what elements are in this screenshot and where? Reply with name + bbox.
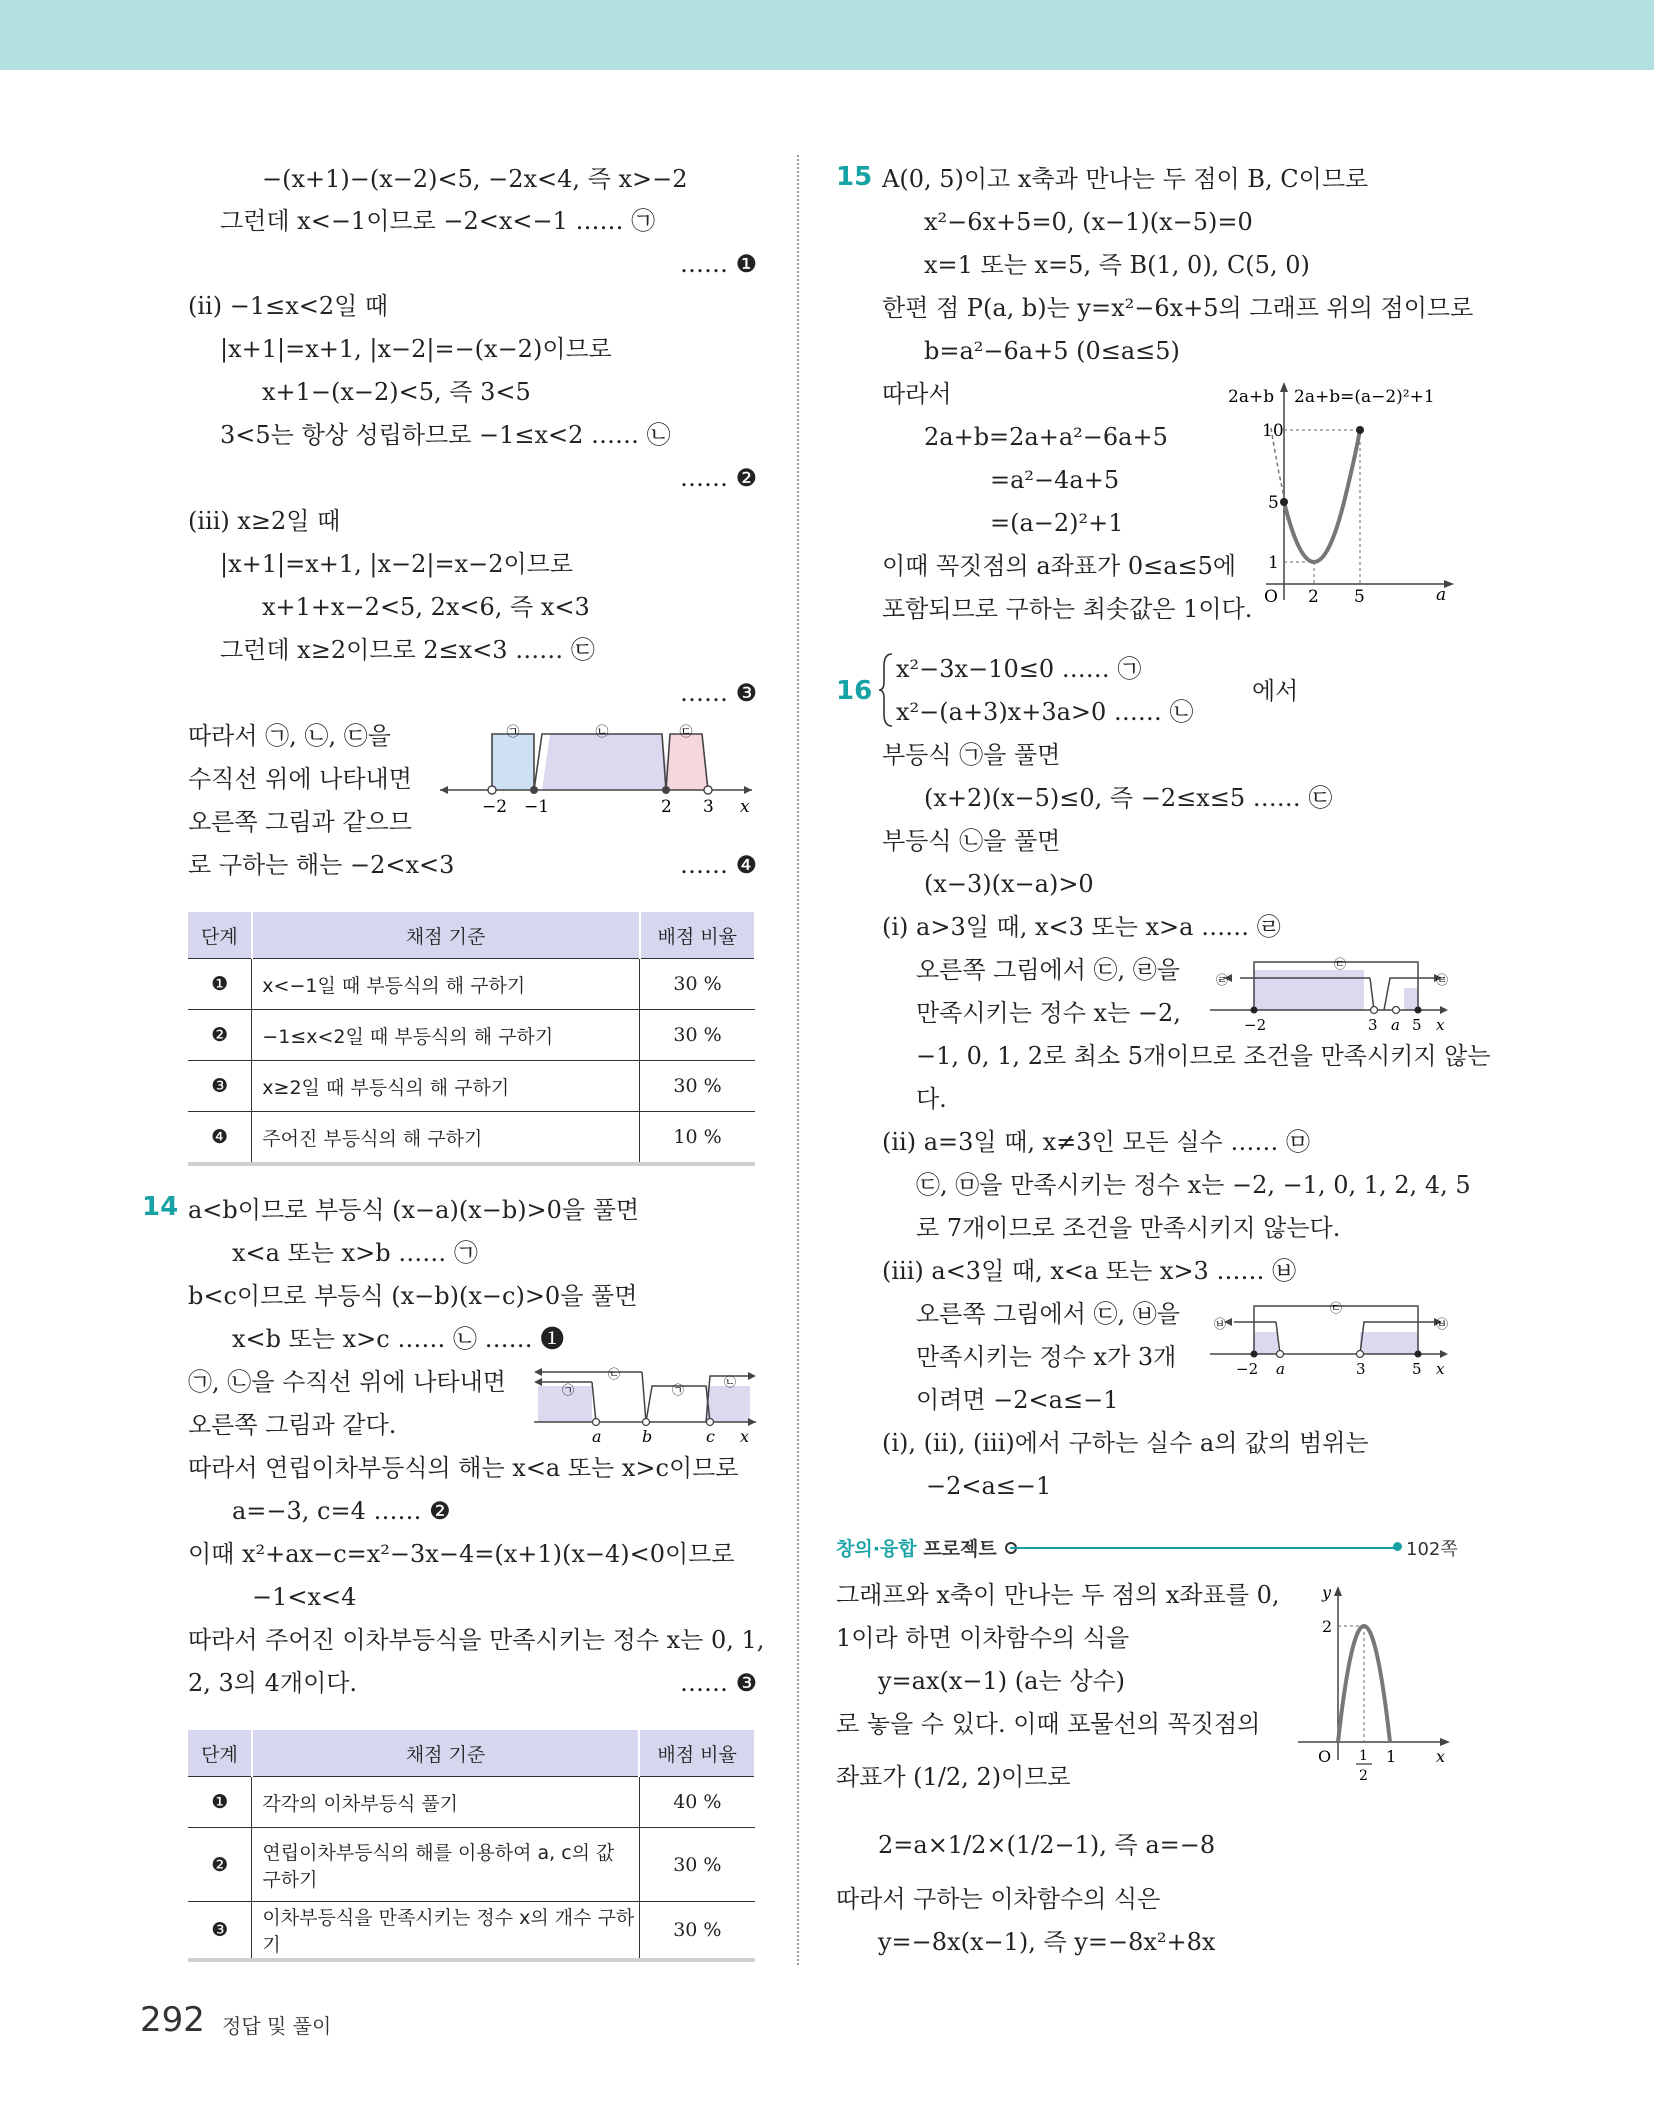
region-3 [664, 734, 708, 790]
page-reference: 102쪽 [1406, 1539, 1458, 1560]
svg-text:b: b [642, 1427, 653, 1446]
column-divider [797, 155, 799, 1965]
text-line: 부등식 ㉠을 풀면 [882, 741, 1061, 769]
text-line: 오른쪽 그림과 같다. [188, 1411, 397, 1439]
table-row: ❸ 이차부등식을 만족시키는 정수 x의 개수 구하기 30 % [188, 1902, 755, 1961]
case-heading: (ⅱ) a=3일 때, x≠3인 모든 실수 …… ㉤ [882, 1128, 1310, 1156]
number-line-figure-q14 [534, 1362, 758, 1446]
scoring-table-1 [188, 912, 756, 1166]
text-line: x<b 또는 x>c …… ㉡ …… ❶ [232, 1325, 565, 1353]
step-marker: …… ❸ [680, 1669, 758, 1697]
text-line: 따라서 주어진 이차부등식을 만족시키는 정수 x는 0, 1, [188, 1626, 765, 1654]
text-line: x=1 또는 x=5, 즉 B(1, 0), C(5, 0) [924, 251, 1310, 279]
svg-text:a: a [1391, 1016, 1400, 1034]
svg-text:3: 3 [1368, 1016, 1378, 1034]
number-line-figure-q16-1 [1210, 952, 1454, 1038]
svg-text:10: 10 [1262, 421, 1284, 441]
svg-text:㉡: ㉡ [607, 1367, 621, 1381]
text-line: −(x+1)−(x−2)<5, −2x<4, 즉 x>−2 [262, 165, 688, 193]
text-line: 로 구하는 해는 −2<x<3 [188, 851, 455, 879]
parabola-graph-q15 [1226, 378, 1456, 620]
text-line: 그래프와 x축이 만나는 두 점의 x좌표를 0, [836, 1581, 1280, 1609]
text-line: 오른쪽 그림과 같으므 [188, 808, 412, 836]
svg-text:㉢: ㉢ [1330, 1301, 1343, 1315]
page-number: 292 [140, 2000, 205, 2040]
svg-text:x: x [1436, 1360, 1445, 1378]
text-line: x+1−(x−2)<5, 즉 3<5 [262, 378, 531, 406]
svg-text:㉡: ㉡ [723, 1375, 737, 1389]
table-header: 배점 비율 [640, 912, 756, 959]
svg-text:3: 3 [1356, 1360, 1366, 1378]
svg-text:y: y [1322, 1583, 1332, 1602]
text-line: b<c이므로 부등식 (x−b)(x−c)>0을 풀면 [188, 1282, 638, 1310]
svg-text:㉠: ㉠ [671, 1383, 685, 1397]
svg-text:2: 2 [1359, 1768, 1368, 1784]
question-number: 16 [836, 676, 873, 706]
svg-text:−2: −2 [1244, 1016, 1267, 1034]
svg-text:㉣: ㉣ [1436, 973, 1449, 987]
text-line: 오른쪽 그림에서 ㉢, ㉣을 [916, 956, 1180, 984]
svg-text:5: 5 [1354, 587, 1365, 607]
step-marker: …… ❷ [680, 464, 758, 492]
text-line: 오른쪽 그림에서 ㉢, ㉥을 [916, 1300, 1180, 1328]
step-marker: …… ❶ [680, 250, 758, 278]
nl-label: ㉡ [595, 725, 609, 740]
question-number: 15 [836, 162, 873, 192]
svg-text:a: a [592, 1427, 602, 1446]
text-line: 로 7개이므로 조건을 만족시키지 않는다. [916, 1214, 1341, 1242]
text-line: 2, 3의 4개이다. [188, 1669, 358, 1697]
text-line: 만족시키는 정수 x가 3개 [916, 1343, 1177, 1371]
table-row: ❶ x<−1일 때 부등식의 해 구하기 30 % [188, 959, 755, 1010]
region-2 [542, 734, 670, 790]
nl-tick: 2 [661, 797, 672, 817]
page-label: 정답 및 풀이 [222, 2014, 332, 2038]
svg-text:5: 5 [1268, 493, 1279, 513]
svg-text:㉢: ㉢ [1334, 957, 1347, 971]
text-line: 따라서 [882, 380, 952, 408]
text-line: x²−6x+5=0, (x−1)(x−5)=0 [924, 208, 1253, 236]
nl-axis: x [740, 797, 750, 817]
text-line: 이려면 −2<a≤−1 [916, 1386, 1119, 1414]
axis-label: 2a+b [1228, 387, 1275, 407]
text-line: y=−8x(x−1), 즉 y=−8x²+8x [878, 1928, 1216, 1956]
svg-text:x: x [1436, 1016, 1445, 1034]
text-line: x<a 또는 x>b …… ㉠ [232, 1239, 478, 1267]
table-header: 단계 [188, 1730, 252, 1777]
case-heading: (ⅲ) x≥2일 때 [188, 507, 341, 535]
case-heading: (ⅱ) −1≤x<2일 때 [188, 292, 389, 320]
text-line: 부등식 ㉡을 풀면 [882, 827, 1061, 855]
table-header: 단계 [188, 912, 252, 959]
section-rule [1010, 1547, 1400, 1549]
system-brace [878, 652, 894, 728]
text-line: ㉢, ㉤을 만족시키는 정수 x는 −2, −1, 0, 1, 2, 4, 5 [916, 1171, 1471, 1199]
nl-label: ㉢ [679, 725, 693, 740]
svg-text:5: 5 [1412, 1016, 1422, 1034]
nl-tick: 3 [703, 797, 714, 817]
text-line: 다. [916, 1085, 947, 1113]
svg-text:1: 1 [1359, 1748, 1368, 1764]
svg-text:a: a [1276, 1360, 1285, 1378]
text-line: 그런데 x<−1이므로 −2<x<−1 …… ㉠ [220, 207, 656, 235]
text-line: a=−3, c=4 …… ❷ [232, 1497, 451, 1525]
text-line: 한편 점 P(a, b)는 y=x²−6x+5의 그래프 위의 점이므로 [882, 294, 1474, 322]
text-line: 포함되므로 구하는 최솟값은 1이다. [882, 595, 1253, 623]
text-line: 만족시키는 정수 x는 −2, [916, 999, 1181, 1027]
text-line: 수직선 위에 나타내면 [188, 765, 412, 793]
number-line-figure-1 [440, 722, 760, 822]
svg-text:x: x [740, 1427, 750, 1446]
section-title: 창의·융합 프로젝트 [836, 1538, 997, 1560]
text-line: −2<a≤−1 [926, 1472, 1052, 1500]
svg-text:1: 1 [1386, 1747, 1397, 1766]
text-line: 3<5는 항상 성립하므로 −1≤x<2 …… ㉡ [220, 421, 671, 449]
top-color-band [0, 0, 1654, 70]
text-line: −1<x<4 [252, 1583, 357, 1611]
text-line: 따라서 구하는 이차함수의 식은 [836, 1885, 1161, 1913]
table-row: ❶ 각각의 이차부등식 풀기 40 % [188, 1777, 755, 1828]
nl-label: ㉠ [506, 725, 520, 740]
svg-text:5: 5 [1412, 1360, 1422, 1378]
text-line: ㉠, ㉡을 수직선 위에 나타내면 [188, 1368, 506, 1396]
svg-text:㉠: ㉠ [561, 1383, 575, 1397]
text-line: (x+2)(x−5)≤0, 즉 −2≤x≤5 …… ㉢ [924, 784, 1333, 812]
step-marker: …… ❹ [680, 851, 758, 879]
case-heading: (ⅰ) a>3일 때, x<3 또는 x>a …… ㉣ [882, 913, 1281, 941]
text-line: y=ax(x−1) (a는 상수) [878, 1667, 1125, 1695]
text-line: 2=a×1/2×(1/2−1), 즉 a=−8 [878, 1831, 1216, 1859]
table-header: 채점 기준 [252, 912, 640, 959]
svg-text:2: 2 [1322, 1617, 1333, 1636]
svg-text:㉥: ㉥ [1214, 1317, 1227, 1331]
region-1 [492, 734, 534, 790]
text-line: 따라서 연립이차부등식의 해는 x<a 또는 x>c이므로 [188, 1454, 739, 1482]
scoring-table-2 [188, 1730, 756, 1962]
text-line: (ⅰ), (ⅱ), (ⅲ)에서 구하는 실수 a의 값의 범위는 [882, 1429, 1369, 1457]
nl-tick: −2 [482, 797, 508, 817]
text-line: |x+1|=x+1, |x−2|=x−2이므로 [220, 550, 574, 578]
text-line: =a²−4a+5 [990, 466, 1120, 494]
text-line: −1, 0, 1, 2로 최소 5개이므로 조건을 만족시키지 않는 [916, 1042, 1491, 1070]
text-line: A(0, 5)이고 x축과 만나는 두 점이 B, C이므로 [882, 165, 1369, 193]
step-marker: …… ❸ [680, 679, 758, 707]
section-line-end [1393, 1542, 1402, 1551]
svg-text:a: a [1436, 585, 1447, 605]
table-row: ❷ 연립이차부등식의 해를 이용하여 a, c의 값 구하기 30 % [188, 1828, 755, 1902]
curve-label: 2a+b=(a−2)²+1 [1294, 387, 1435, 407]
text-line: 그런데 x≥2이므로 2≤x<3 …… ㉢ [220, 636, 595, 664]
text-line: 에서 [1252, 677, 1299, 705]
question-number: 14 [142, 1192, 179, 1222]
nl-tick: −1 [524, 797, 550, 817]
text-line: 이때 꼭짓점의 a좌표가 0≤a≤5에 [882, 552, 1237, 580]
table-row: ❹ 주어진 부등식의 해 구하기 10 % [188, 1112, 755, 1165]
svg-text:O: O [1318, 1747, 1332, 1766]
text-line: x+1+x−2<5, 2x<6, 즉 x<3 [262, 593, 590, 621]
text-line: 로 놓을 수 있다. 이때 포물선의 꼭짓점의 [836, 1710, 1261, 1738]
text-line: |x+1|=x+1, |x−2|=−(x−2)이므로 [220, 335, 612, 363]
case-heading: (ⅲ) a<3일 때, x<a 또는 x>3 …… ㉥ [882, 1257, 1297, 1285]
table-header: 채점 기준 [252, 1730, 639, 1777]
number-line-figure-q16-2 [1210, 1296, 1454, 1382]
svg-text:c: c [706, 1427, 715, 1446]
svg-text:x: x [1436, 1747, 1446, 1766]
svg-text:㉣: ㉣ [1216, 973, 1229, 987]
svg-text:O: O [1264, 587, 1278, 607]
text-line: 이때 x²+ax−c=x²−3x−4=(x+1)(x−4)<0이므로 [188, 1540, 735, 1568]
table-row: ❷ −1≤x<2일 때 부등식의 해 구하기 30 % [188, 1010, 755, 1061]
text-line: 좌표가 (1/2, 2)이므로 [836, 1763, 1071, 1791]
svg-text:㉥: ㉥ [1436, 1317, 1449, 1331]
table-header: 배점 비율 [639, 1730, 755, 1777]
system-line: x²−(a+3)x+3a>0 …… ㉡ [896, 698, 1194, 726]
text-line: 따라서 ㉠, ㉡, ㉢을 [188, 722, 391, 750]
svg-text:−2: −2 [1236, 1360, 1259, 1378]
text-line: (x−3)(x−a)>0 [924, 870, 1094, 898]
text-line: 2a+b=2a+a²−6a+5 [924, 423, 1168, 451]
text-line: a<b이므로 부등식 (x−a)(x−b)>0을 풀면 [188, 1196, 640, 1224]
text-line: b=a²−6a+5 (0≤a≤5) [924, 337, 1180, 365]
svg-text:1: 1 [1268, 553, 1279, 573]
text-line: 1이라 하면 이차함수의 식을 [836, 1624, 1130, 1652]
table-row: ❸ x≥2일 때 부등식의 해 구하기 30 % [188, 1061, 755, 1112]
svg-text:2: 2 [1308, 587, 1319, 607]
text-line: =(a−2)²+1 [990, 509, 1124, 537]
parabola-graph-project [1296, 1578, 1456, 1792]
system-line: x²−3x−10≤0 …… ㉠ [896, 655, 1142, 683]
